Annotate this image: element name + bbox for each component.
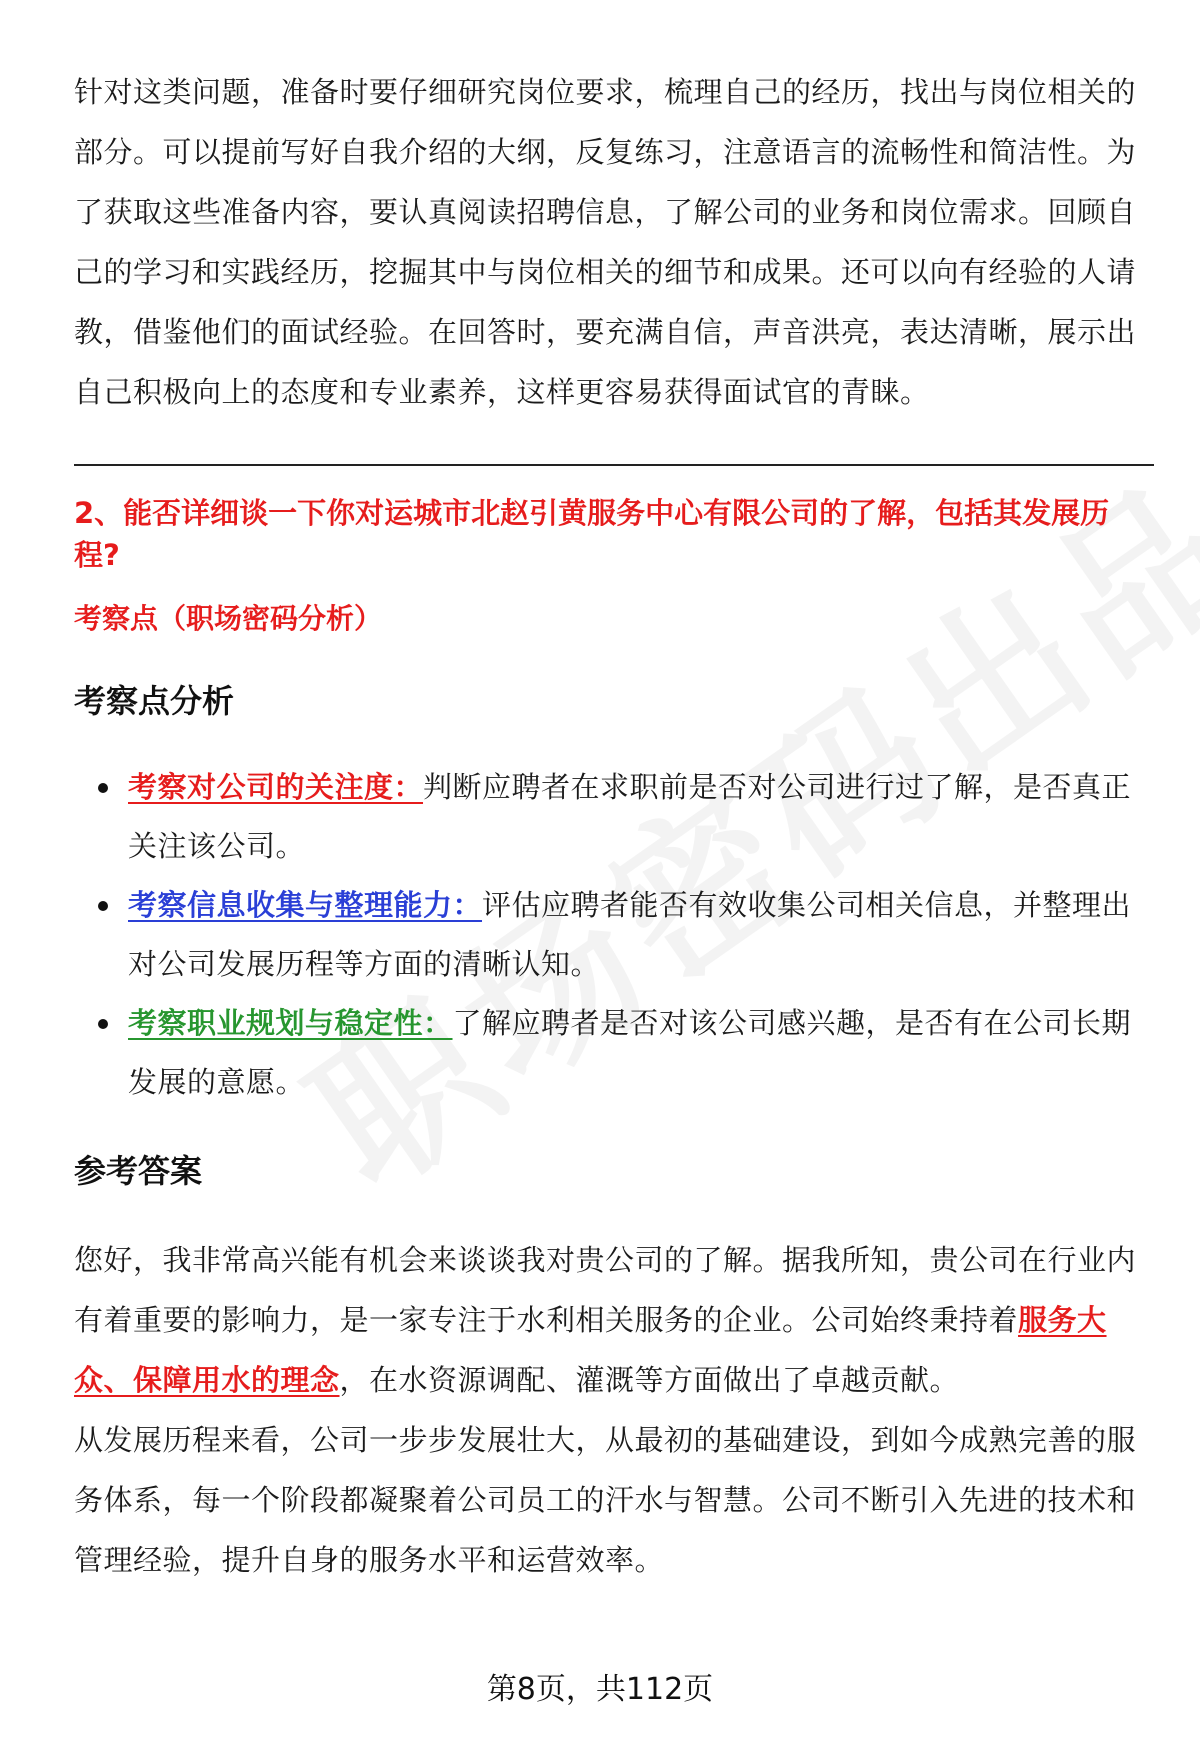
bullet-icon — [98, 1019, 108, 1029]
analysis-heading: 考察点分析 — [74, 682, 235, 720]
section-divider — [74, 464, 1154, 466]
point-text: 判断应聘者在求职前是否对公司进行过了解，是否真正关注该公司。 — [128, 770, 1132, 863]
answer-text: 您好，我非常高兴能有机会来谈谈我对贵公司的了解。据我所知，贵公司在行业内有着重要的影响力，是一家专注于水利相关服务的企业。公司始终秉持着 — [74, 1243, 1137, 1337]
point-keyword: 考察信息收集与整理能力： — [128, 888, 483, 922]
point-keyword: 考察职业规划与稳定性： — [128, 1006, 453, 1040]
bullet-icon — [98, 783, 108, 793]
point-keyword: 考察对公司的关注度： — [128, 770, 424, 804]
analysis-points — [74, 758, 1154, 1112]
point-text: 了解应聘者是否对该公司感兴趣，是否有在公司长期发展的意愿。 — [128, 1006, 1132, 1099]
answer-text: ，在水资源调配、灌溉等方面做出了卓越贡献。 — [339, 1363, 960, 1397]
document-content — [74, 62, 1154, 1590]
examine-label: 考察点（职场密码分析） — [74, 602, 383, 635]
answer-highlight: 服务大众、保障用水的理念 — [74, 1303, 1107, 1397]
bullet-icon — [98, 901, 108, 911]
intro-paragraph: 针对这类问题，准备时要仔细研究岗位要求，梳理自己的经历，找出与岗位相关的部分。可以提前写好自我介绍的大纲，反复练习，注意语言的流畅性和简洁性。为了获取这些准备内容，要认真阅读招聘信息，了解公司的业务和岗位需求。回顾自己的学习和实践经历，挖掘其中与岗位相关的细节和成果。还可以向有经验的人请教，借鉴他们的面试经验。在回答时，要充满自信，声音洪亮，表达清晰，展示出自己积极向上的态度和专业素养，这样更容易获得面试官的青睐。 — [74, 75, 1137, 409]
page-number: 第8页，共112页 — [486, 1672, 714, 1707]
answer-heading: 参考答案 — [74, 1152, 203, 1190]
analysis-point — [74, 876, 1154, 994]
point-text: 评估应聘者能否有效收集公司相关信息，并整理出对公司发展历程等方面的清晰认知。 — [128, 888, 1132, 981]
analysis-point — [74, 994, 1154, 1112]
question-title: 2、能否详细谈一下你对运城市北赵引黄服务中心有限公司的了解，包括其发展历程? — [74, 496, 1110, 572]
answer-paragraph — [74, 1230, 1154, 1410]
answer-paragraph: 从发展历程来看，公司一步步发展壮大，从最初的基础建设，到如今成熟完善的服务体系，每一个阶段都凝聚着公司员工的汗水与智慧。公司不断引入先进的技术和管理经验，提升自身的服务水平和运营效率。 — [74, 1423, 1137, 1577]
analysis-point — [74, 758, 1154, 876]
